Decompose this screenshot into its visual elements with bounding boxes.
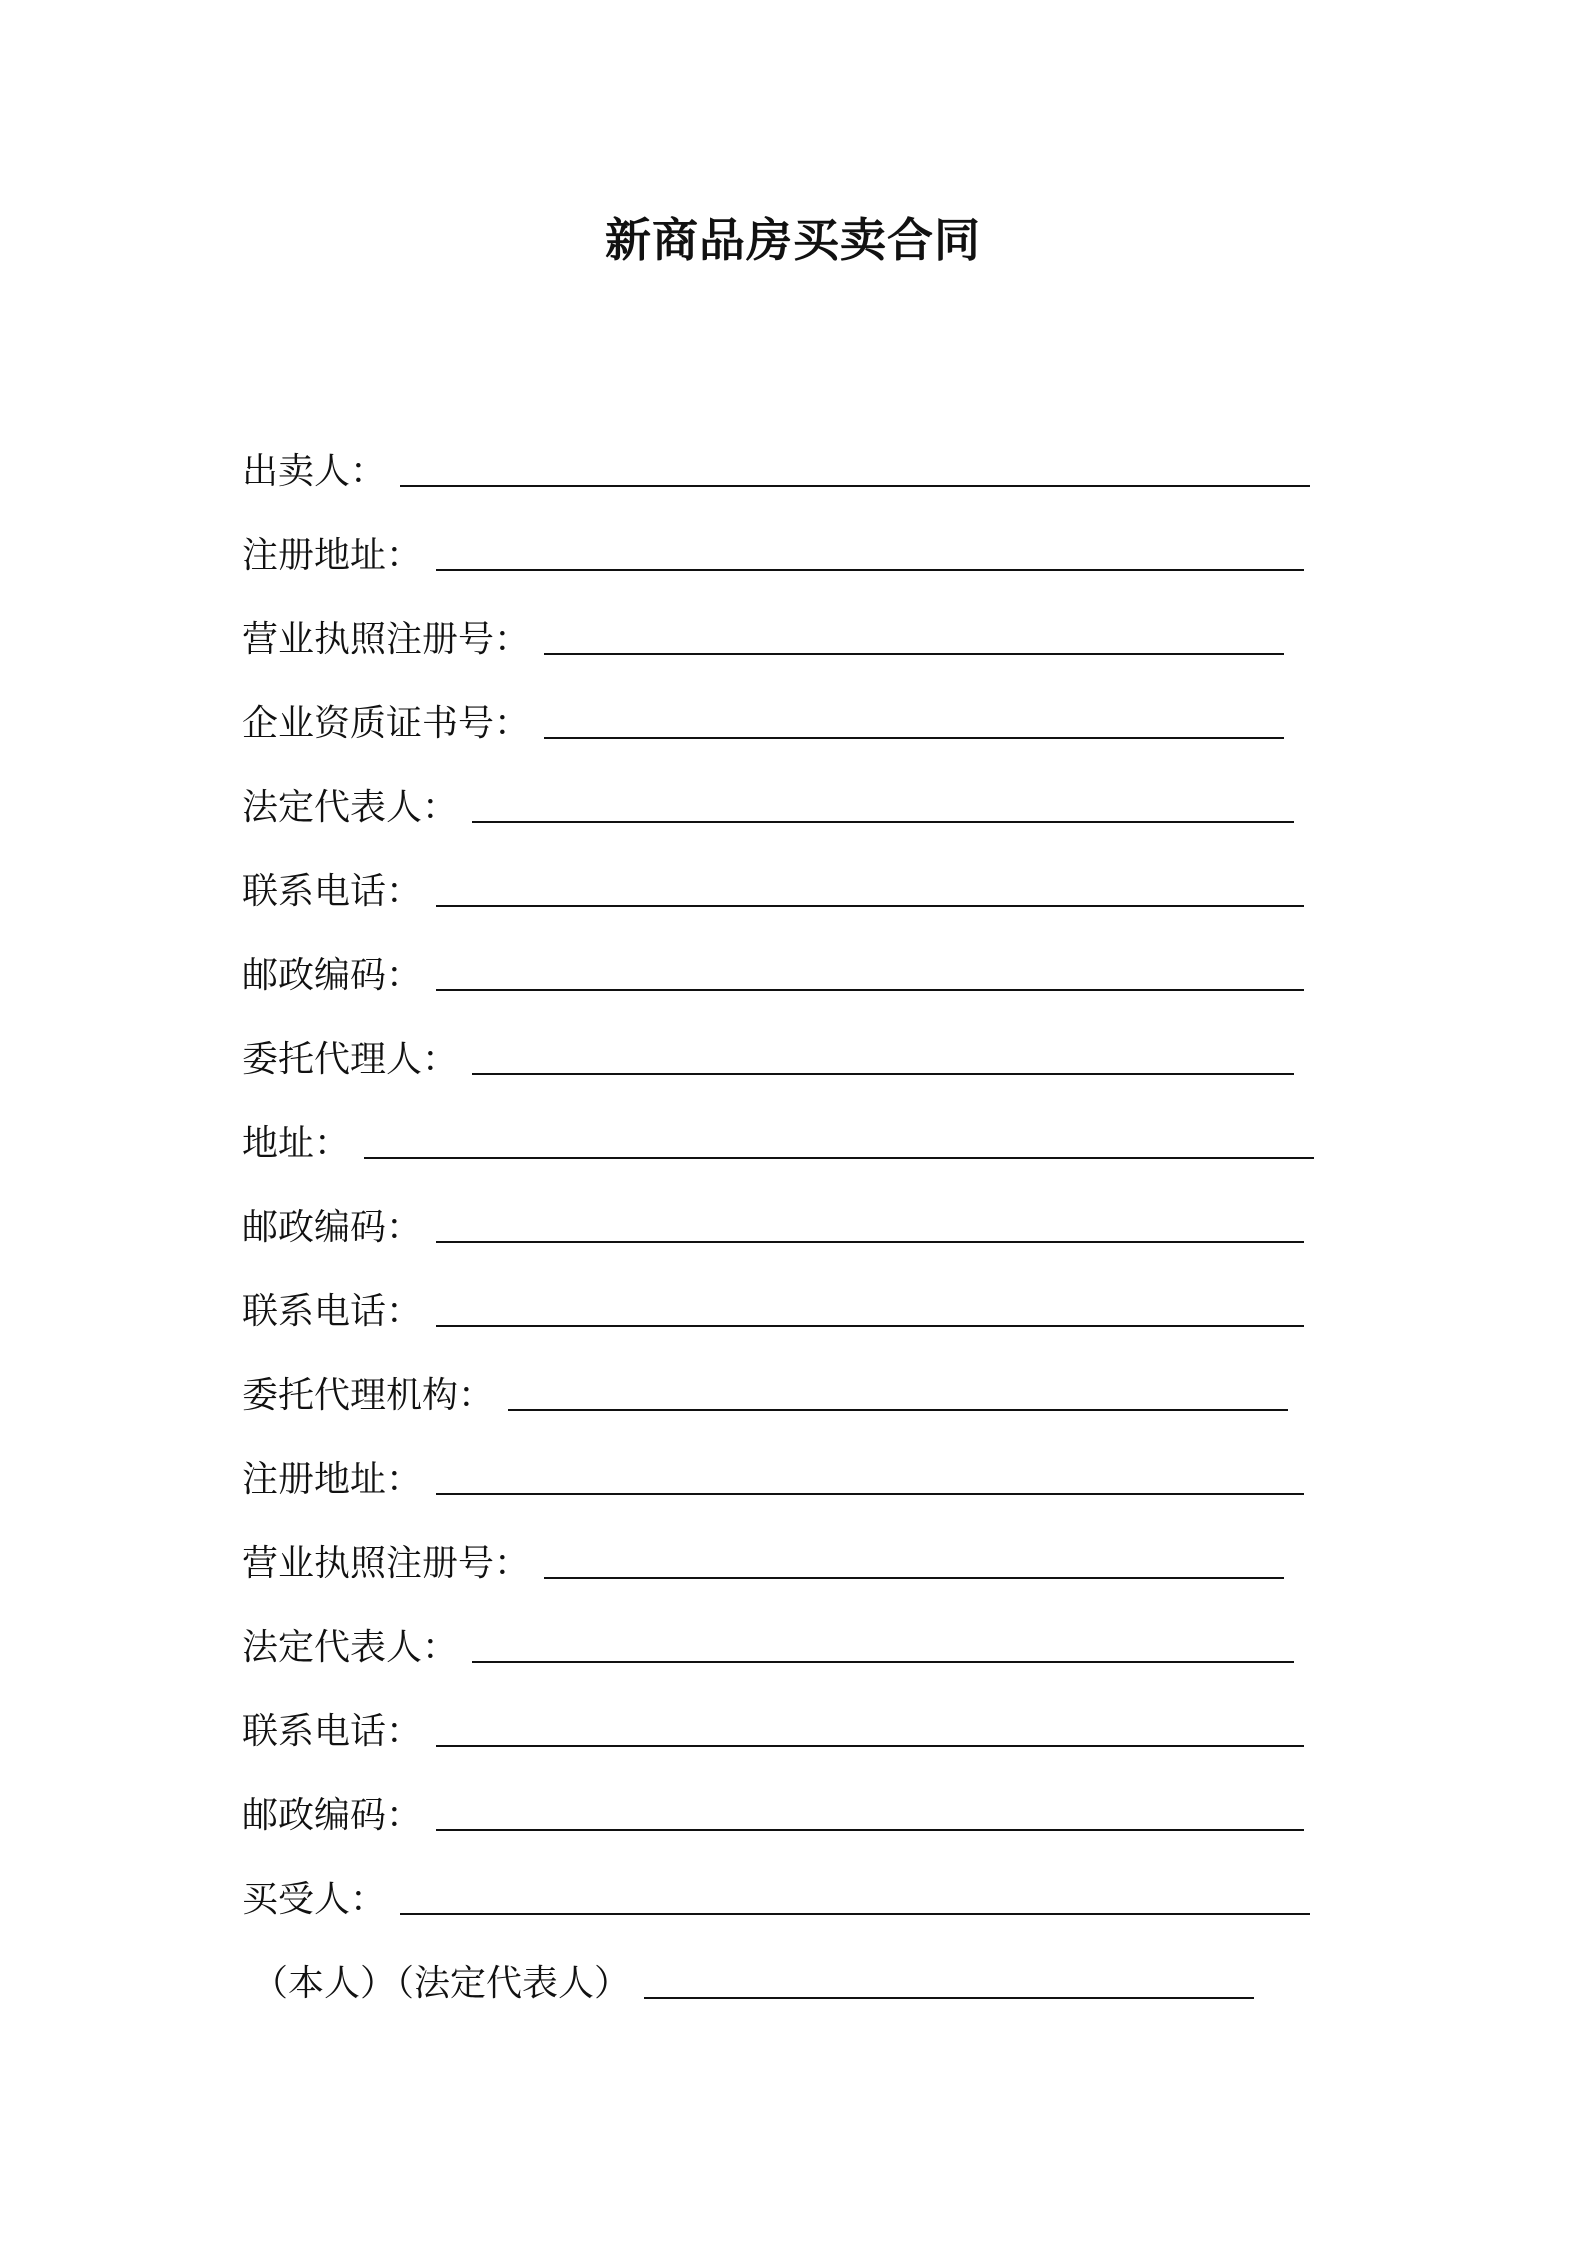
- field-label: 联系电话：: [242, 1291, 423, 1332]
- blank-line[interactable]: [436, 1325, 1304, 1327]
- blank-line[interactable]: [472, 1661, 1294, 1663]
- field-phone-2: [242, 1253, 1322, 1337]
- field-agent: [242, 1001, 1322, 1085]
- blank-line[interactable]: [472, 1073, 1294, 1075]
- field-business-license-no: [242, 581, 1322, 665]
- blank-line[interactable]: [544, 1577, 1284, 1579]
- field-buyer-self-or-representative: [242, 1925, 1322, 2009]
- field-label: 邮政编码：: [242, 955, 423, 996]
- field-label: 企业资质证书号：: [242, 703, 531, 744]
- field-label: 注册地址：: [242, 535, 423, 576]
- blank-line[interactable]: [644, 1997, 1254, 1999]
- field-label: 联系电话：: [242, 1711, 423, 1752]
- field-buyer: [242, 1841, 1322, 1925]
- form-fields: [242, 413, 1322, 2009]
- blank-line[interactable]: [400, 1913, 1310, 1915]
- field-label: 委托代理机构：: [242, 1375, 495, 1416]
- blank-line[interactable]: [400, 485, 1310, 487]
- field-registered-address: [242, 497, 1322, 581]
- field-label: 法定代表人：: [242, 1627, 459, 1668]
- field-agency: [242, 1337, 1322, 1421]
- field-address: [242, 1085, 1322, 1169]
- document-title: 新商品房买卖合同: [605, 213, 981, 267]
- field-label: 法定代表人：: [242, 787, 459, 828]
- blank-line[interactable]: [472, 821, 1294, 823]
- field-legal-representative-2: [242, 1589, 1322, 1673]
- field-legal-representative: [242, 749, 1322, 833]
- blank-line[interactable]: [436, 569, 1304, 571]
- field-label: 买受人：: [242, 1879, 387, 1920]
- field-postal-code-2: [242, 1169, 1322, 1253]
- field-label: （本人）（法定代表人）: [252, 1963, 631, 2004]
- field-phone: [242, 833, 1322, 917]
- field-label: 邮政编码：: [242, 1207, 423, 1248]
- field-label: 邮政编码：: [242, 1795, 423, 1836]
- field-label: 出卖人：: [242, 451, 387, 492]
- blank-line[interactable]: [364, 1157, 1314, 1159]
- blank-line[interactable]: [436, 1745, 1304, 1747]
- field-label: 地址：: [242, 1123, 351, 1164]
- field-postal-code-3: [242, 1757, 1322, 1841]
- blank-line[interactable]: [508, 1409, 1288, 1411]
- field-label: 联系电话：: [242, 871, 423, 912]
- field-phone-3: [242, 1673, 1322, 1757]
- field-label: 注册地址：: [242, 1459, 423, 1500]
- field-seller: [242, 413, 1322, 497]
- field-label: 营业执照注册号：: [242, 1543, 531, 1584]
- blank-line[interactable]: [544, 737, 1284, 739]
- blank-line[interactable]: [436, 1829, 1304, 1831]
- field-label: 营业执照注册号：: [242, 619, 531, 660]
- blank-line[interactable]: [436, 905, 1304, 907]
- field-qualification-cert-no: [242, 665, 1322, 749]
- field-registered-address-2: [242, 1421, 1322, 1505]
- blank-line[interactable]: [436, 989, 1304, 991]
- field-label: 委托代理人：: [242, 1039, 459, 1080]
- blank-line[interactable]: [436, 1493, 1304, 1495]
- blank-line[interactable]: [436, 1241, 1304, 1243]
- field-postal-code: [242, 917, 1322, 1001]
- blank-line[interactable]: [544, 653, 1284, 655]
- field-business-license-no-2: [242, 1505, 1322, 1589]
